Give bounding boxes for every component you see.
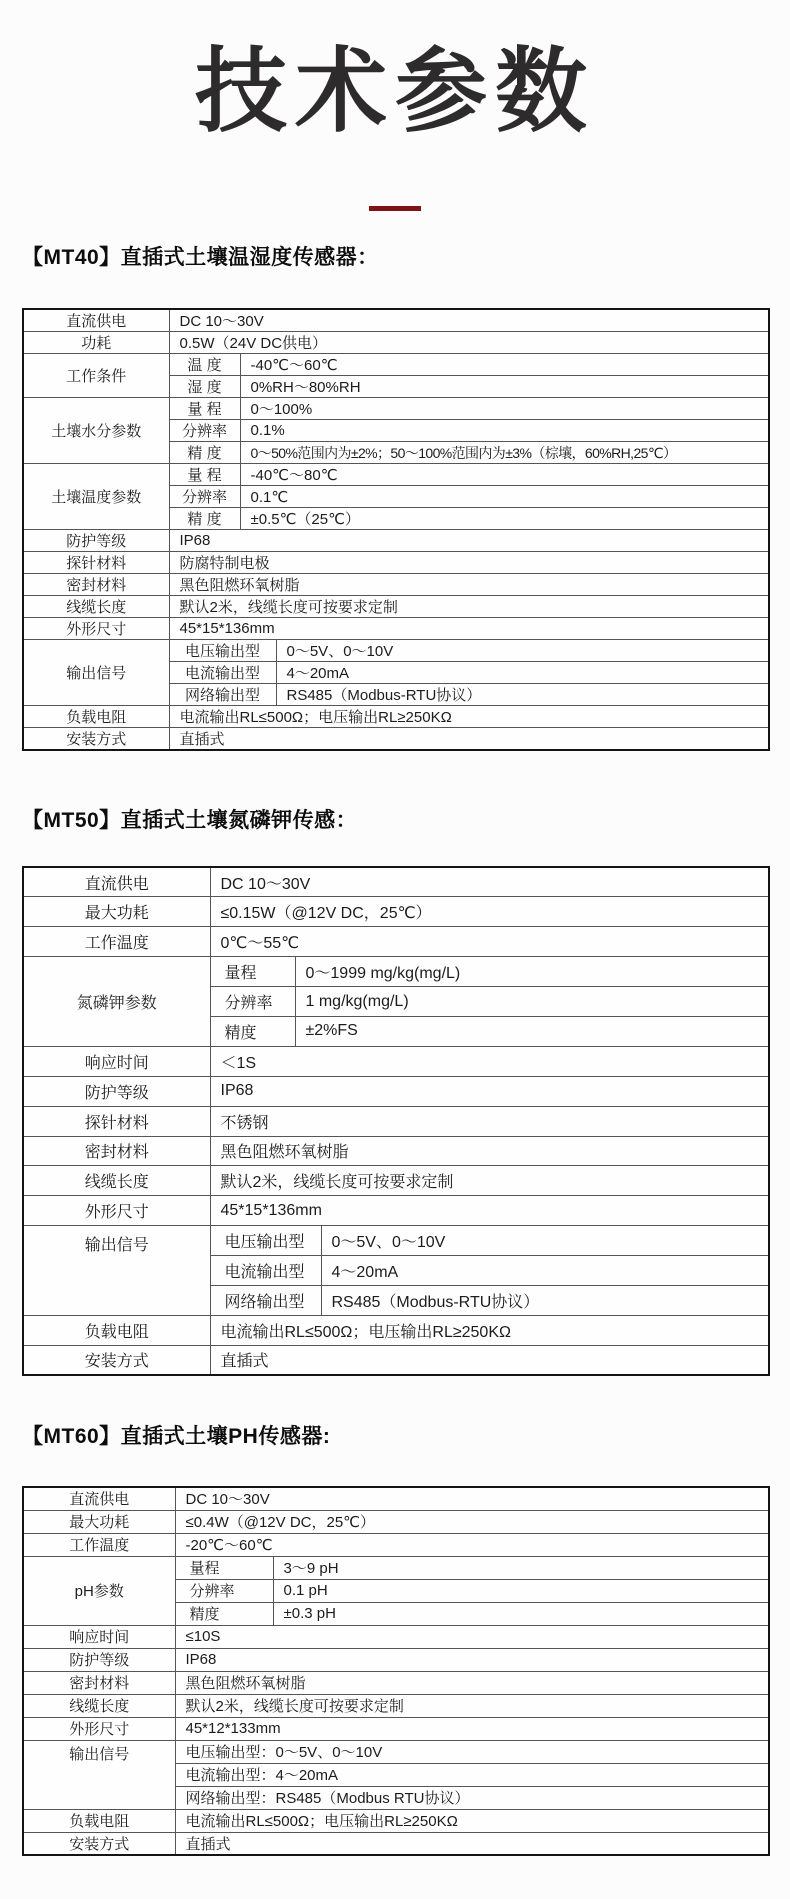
- spec-sublabel: 量程: [210, 957, 295, 987]
- spec-label: 负载电阻: [23, 1809, 175, 1832]
- spec-label: 防护等级: [23, 1076, 210, 1106]
- spec-label: 线缆长度: [23, 1166, 210, 1196]
- spec-value: ≤0.15W（@12V DC，25℃）: [210, 897, 769, 927]
- spec-value: DC 10～30V: [175, 1487, 769, 1510]
- spec-sublabel: 量 程: [169, 464, 240, 486]
- spec-value: 电流输出RL≤500Ω；电压输出RL≥250KΩ: [210, 1315, 769, 1345]
- spec-sublabel: 精 度: [169, 442, 240, 464]
- spec-value: DC 10～30V: [169, 309, 769, 332]
- spec-sublabel: 分辨率: [175, 1579, 273, 1602]
- spec-group-label: 土壤温度参数: [23, 464, 169, 530]
- table-row: [23, 1226, 769, 1256]
- table-row: [23, 1046, 769, 1076]
- table-row: [23, 1510, 769, 1533]
- spec-group-label: pH参数: [23, 1556, 175, 1625]
- table-row: [23, 728, 769, 751]
- spec-label: 外形尺寸: [23, 618, 169, 640]
- table-row: [23, 867, 769, 897]
- spec-value: IP68: [210, 1076, 769, 1106]
- spec-value: -20℃～60℃: [175, 1533, 769, 1556]
- table-row: [23, 1106, 769, 1136]
- spec-value: 直插式: [175, 1832, 769, 1855]
- spec-value: 直插式: [210, 1345, 769, 1375]
- table-row: [23, 1136, 769, 1166]
- spec-sublabel: 分辨率: [210, 987, 295, 1017]
- spec-value: 0.1℃: [240, 486, 769, 508]
- spec-value: 0℃～55℃: [210, 927, 769, 957]
- spec-value: 45*15*136mm: [210, 1196, 769, 1226]
- table-row: [23, 1345, 769, 1375]
- spec-sublabel: 温 度: [169, 354, 240, 376]
- spec-value: RS485（Modbus-RTU协议）: [321, 1285, 769, 1315]
- spec-label: 响应时间: [23, 1625, 175, 1648]
- spec-value: 3～9 pH: [273, 1556, 769, 1579]
- section-heading-mt50: 【MT50】直插式土壤氮磷钾传感：: [22, 809, 358, 832]
- spec-value: -40℃～80℃: [240, 464, 769, 486]
- spec-label: 密封材料: [23, 574, 169, 596]
- spec-sublabel: 电流输出型: [210, 1256, 321, 1286]
- spec-label: 负载电阻: [23, 1315, 210, 1345]
- spec-label: 最大功耗: [23, 1510, 175, 1533]
- table-row: [23, 1625, 769, 1648]
- spec-sublabel: 量 程: [169, 398, 240, 420]
- table-row: [23, 354, 769, 376]
- spec-label: 防护等级: [23, 1648, 175, 1671]
- table-row: [23, 309, 769, 332]
- spec-label: 功耗: [23, 332, 169, 354]
- spec-value: 直插式: [169, 728, 769, 751]
- spec-value: ±0.5℃（25℃）: [240, 508, 769, 530]
- table-row: [23, 332, 769, 354]
- spec-label: 密封材料: [23, 1671, 175, 1694]
- spec-label: 直流供电: [23, 1487, 175, 1510]
- spec-label: 探针材料: [23, 552, 169, 574]
- spec-sublabel: 网络输出型: [169, 684, 276, 706]
- spec-label: 直流供电: [23, 309, 169, 332]
- table-row: [23, 957, 769, 987]
- table-row: [23, 574, 769, 596]
- spec-label: 响应时间: [23, 1046, 210, 1076]
- spec-group-label: 输出信号: [23, 1226, 210, 1316]
- table-row: [23, 1740, 769, 1763]
- table-row: [23, 1694, 769, 1717]
- spec-value: 4～20mA: [276, 662, 769, 684]
- section-heading-mt40: 【MT40】直插式土壤温湿度传感器：: [22, 246, 379, 269]
- spec-value: 0.5W（24V DC供电）: [169, 332, 769, 354]
- spec-value: 黑色阻燃环氧树脂: [210, 1136, 769, 1166]
- spec-label: 防护等级: [23, 530, 169, 552]
- spec-value: RS485（Modbus-RTU协议）: [276, 684, 769, 706]
- table-row: [23, 398, 769, 420]
- spec-value: DC 10～30V: [210, 867, 769, 897]
- spec-value: 0～50%范围内为±2%；50～100%范围内为±3%（棕壤，60%RH,25℃）: [240, 442, 769, 464]
- spec-value: 黑色阻燃环氧树脂: [169, 574, 769, 596]
- spec-value: 0～5V、0～10V: [276, 640, 769, 662]
- spec-group-label: 土壤水分参数: [23, 398, 169, 464]
- spec-value: ±0.3 pH: [273, 1602, 769, 1625]
- spec-label: 工作温度: [23, 927, 210, 957]
- spec-value: 1 mg/kg(mg/L): [295, 987, 769, 1017]
- spec-label: 探针材料: [23, 1106, 210, 1136]
- spec-label: 密封材料: [23, 1136, 210, 1166]
- spec-value: IP68: [169, 530, 769, 552]
- spec-value: 0～1999 mg/kg(mg/L): [295, 957, 769, 987]
- table-row: [23, 1717, 769, 1740]
- table-row: [23, 1648, 769, 1671]
- table-row: [23, 530, 769, 552]
- spec-value: 黑色阻燃环氧树脂: [175, 1671, 769, 1694]
- table-row: [23, 927, 769, 957]
- spec-value: 0～5V、0～10V: [321, 1226, 769, 1256]
- table-row: [23, 1315, 769, 1345]
- spec-sublabel: 湿 度: [169, 376, 240, 398]
- spec-label: 直流供电: [23, 867, 210, 897]
- table-row: [23, 1533, 769, 1556]
- mt50-spec-table: [22, 866, 770, 1376]
- spec-value: ＜1S: [210, 1046, 769, 1076]
- table-row: [23, 1487, 769, 1510]
- spec-group-label: 输出信号: [23, 640, 169, 706]
- spec-sublabel: 分辨率: [169, 420, 240, 442]
- spec-value: 网络输出型：RS485（Modbus RTU协议）: [175, 1786, 769, 1809]
- spec-sublabel: 电流输出型: [169, 662, 276, 684]
- table-row: [23, 1832, 769, 1855]
- spec-sublabel: 分辨率: [169, 486, 240, 508]
- spec-value: IP68: [175, 1648, 769, 1671]
- table-row: [23, 464, 769, 486]
- title-divider: [369, 206, 421, 211]
- table-row: [23, 1556, 769, 1579]
- spec-value: 默认2米，线缆长度可按要求定制: [175, 1694, 769, 1717]
- spec-label: 安装方式: [23, 1345, 210, 1375]
- table-row: [23, 1809, 769, 1832]
- table-row: [23, 1076, 769, 1106]
- spec-value: 电压输出型：0～5V、0～10V: [175, 1740, 769, 1763]
- spec-label: 工作温度: [23, 1533, 175, 1556]
- table-row: [23, 706, 769, 728]
- spec-value: -40℃～60℃: [240, 354, 769, 376]
- spec-value: 0.1 pH: [273, 1579, 769, 1602]
- spec-value: 45*12*133mm: [175, 1717, 769, 1740]
- table-row: [23, 1196, 769, 1226]
- spec-value: 默认2米，线缆长度可按要求定制: [210, 1166, 769, 1196]
- table-row: [23, 1671, 769, 1694]
- section-heading-mt60: 【MT60】直插式土壤PH传感器:: [22, 1425, 331, 1448]
- table-row: [23, 596, 769, 618]
- spec-label: 外形尺寸: [23, 1196, 210, 1226]
- spec-sublabel: 精度: [175, 1602, 273, 1625]
- spec-sublabel: 量程: [175, 1556, 273, 1579]
- page-title: 技术参数: [194, 41, 595, 143]
- spec-label: 外形尺寸: [23, 1717, 175, 1740]
- spec-value: 0.1%: [240, 420, 769, 442]
- mt60-spec-table: [22, 1486, 770, 1856]
- table-row: [23, 618, 769, 640]
- spec-sublabel: 电压输出型: [169, 640, 276, 662]
- spec-sublabel: 网络输出型: [210, 1285, 321, 1315]
- spec-value: 45*15*136mm: [169, 618, 769, 640]
- table-row: [23, 640, 769, 662]
- spec-value: 4～20mA: [321, 1256, 769, 1286]
- spec-group-label: 工作条件: [23, 354, 169, 398]
- spec-label: 最大功耗: [23, 897, 210, 927]
- spec-value: 电流输出型：4～20mA: [175, 1763, 769, 1786]
- spec-value: 0～100%: [240, 398, 769, 420]
- spec-label: 负载电阻: [23, 706, 169, 728]
- spec-value: 电流输出RL≤500Ω；电压输出RL≥250KΩ: [169, 706, 769, 728]
- spec-value: 防腐特制电极: [169, 552, 769, 574]
- spec-label: 线缆长度: [23, 1694, 175, 1717]
- mt40-spec-table: [22, 308, 770, 751]
- spec-label: 安装方式: [23, 1832, 175, 1855]
- spec-label: 线缆长度: [23, 596, 169, 618]
- table-row: [23, 1166, 769, 1196]
- spec-sublabel: 精度: [210, 1016, 295, 1046]
- table-row: [23, 897, 769, 927]
- spec-sublabel: 电压输出型: [210, 1226, 321, 1256]
- spec-label: 安装方式: [23, 728, 169, 751]
- spec-value: 默认2米，线缆长度可按要求定制: [169, 596, 769, 618]
- spec-value: ≤0.4W（@12V DC，25℃）: [175, 1510, 769, 1533]
- table-row: [23, 552, 769, 574]
- spec-group-label: 输出信号: [23, 1740, 175, 1809]
- spec-value: 电流输出RL≤500Ω；电压输出RL≥250KΩ: [175, 1809, 769, 1832]
- spec-group-label: 氮磷钾参数: [23, 957, 210, 1047]
- spec-value: 0%RH～80%RH: [240, 376, 769, 398]
- spec-sublabel: 精 度: [169, 508, 240, 530]
- spec-value: ±2%FS: [295, 1016, 769, 1046]
- spec-value: ≤10S: [175, 1625, 769, 1648]
- spec-value: 不锈钢: [210, 1106, 769, 1136]
